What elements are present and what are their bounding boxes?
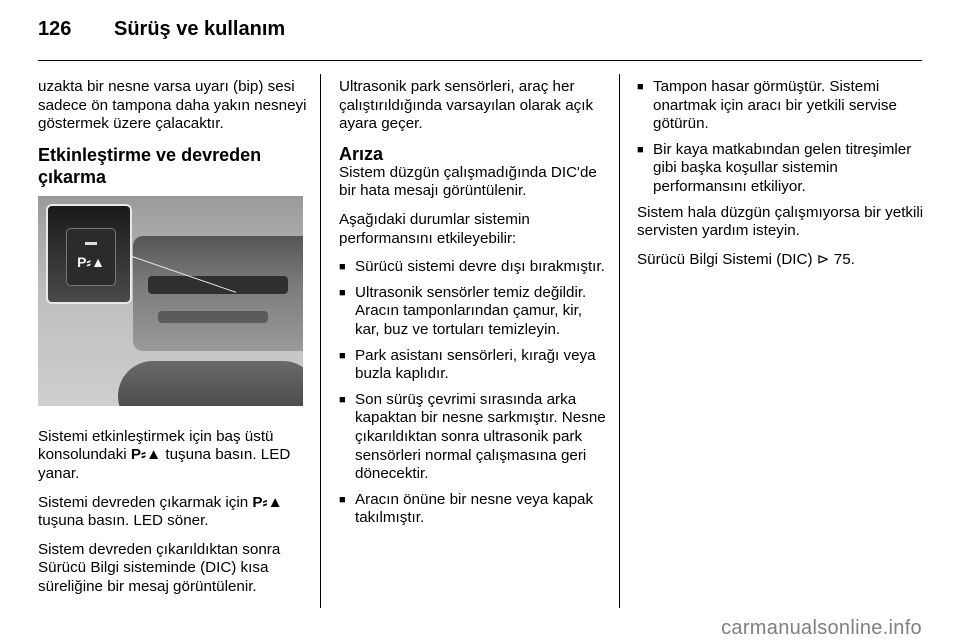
conditions-paragraph: Aşağıdaki durumlar sistemin performansını etkileyebilir: — [339, 210, 530, 247]
column-2 — [339, 78, 609, 535]
list-item: ■ Tampon hasar görmüştür. Sistemi onartmak için aracı bir yetkili servise götürün. — [637, 78, 927, 134]
activate-paragraph: Sistemi etkinleştirmek için baş üstü konsolundaki P⸗▲ tuşuna basın. LED yanar. — [38, 427, 291, 482]
park-assist-button — [66, 228, 116, 286]
column-divider-right — [619, 74, 620, 608]
section-title: Sürüş ve kullanım — [114, 18, 286, 40]
column-1 — [38, 78, 308, 607]
column-divider-left — [320, 74, 321, 608]
header-rule — [38, 60, 922, 61]
dic-paragraph: Sistem devreden çıkarıldıktan sonra Sürücü Bilgi sisteminde (DIC) kısa süreliğine bir mesaj görüntülenir. — [38, 540, 281, 595]
conditions-list-continued — [637, 78, 927, 197]
default-paragraph: Ultrasonik park sensörleri, araç her çalıştırıldığında varsayılan olarak açık ayara geçer. — [339, 78, 594, 133]
list-item: ■ Ultrasonik sensörler temiz değildir. Aracın tamponlarından çamur, kir, kar, buz ve tortuları temizleyin. — [339, 284, 609, 340]
overhead-console-photo — [38, 196, 303, 406]
rearview-mirror — [118, 361, 303, 406]
page-header — [38, 18, 285, 48]
list-item: ■ Aracın önüne bir nesne veya kapak takılmıştır. — [339, 491, 609, 528]
heading-activation: Etkinleştirme ve devreden çıkarma — [38, 144, 262, 187]
column-3 — [637, 78, 927, 279]
page-reference-arrow-icon: ⊳ — [816, 250, 830, 268]
conditions-list — [339, 258, 609, 528]
park-assist-icon: P⸗▲ — [252, 493, 283, 511]
console-lower-strip — [158, 311, 268, 323]
watermark: carmanualsonline.info — [721, 617, 922, 639]
list-item: ■ Sürücü sistemi devre dışı bırakmıştır. — [339, 258, 609, 277]
deactivate-paragraph: Sistemi devreden çıkarmak için P⸗▲ tuşuna basın. LED söner. — [38, 493, 283, 530]
park-assist-icon: P⸗▲ — [77, 253, 105, 270]
service-paragraph: Sistem hala düzgün çalışmıyorsa bir yetkili servisten yardım isteyin. — [637, 203, 924, 240]
fault-paragraph: Sistem düzgün çalışmadığında DIC'de bir hata mesajı görüntülenir. — [339, 163, 597, 200]
page-reference-number: 75. — [833, 250, 855, 268]
page-number: 126 — [38, 18, 72, 40]
list-item: ■ Son sürüş çevrimi sırasında arka kapaktan bir nesne sarkmıştır. Nesne çıkarıldıktan sonra ultrasonik park sensörleri normal çalışmasına geri dönecektir. — [339, 391, 609, 484]
intro-paragraph: uzakta bir nesne varsa uyarı (bip) sesi sadece ön tampona daha yakın nesneyi göstermek üzere çalacaktır. — [38, 78, 307, 133]
button-closeup-inset — [46, 204, 132, 304]
park-assist-icon: P⸗▲ — [130, 446, 162, 464]
led-indicator — [85, 242, 97, 245]
heading-fault: Arıza — [339, 143, 384, 164]
list-item: ■ Bir kaya matkabından gelen titreşimler gibi başka koşullar sistemin performansını etkiliyor. — [637, 141, 927, 197]
dic-reference[interactable]: Sürücü Bilgi Sistemi (DIC) ⊳ 75. — [637, 250, 855, 268]
list-item: ■ Park asistanı sensörleri, kırağı veya buzla kaplıdır. — [339, 347, 609, 384]
